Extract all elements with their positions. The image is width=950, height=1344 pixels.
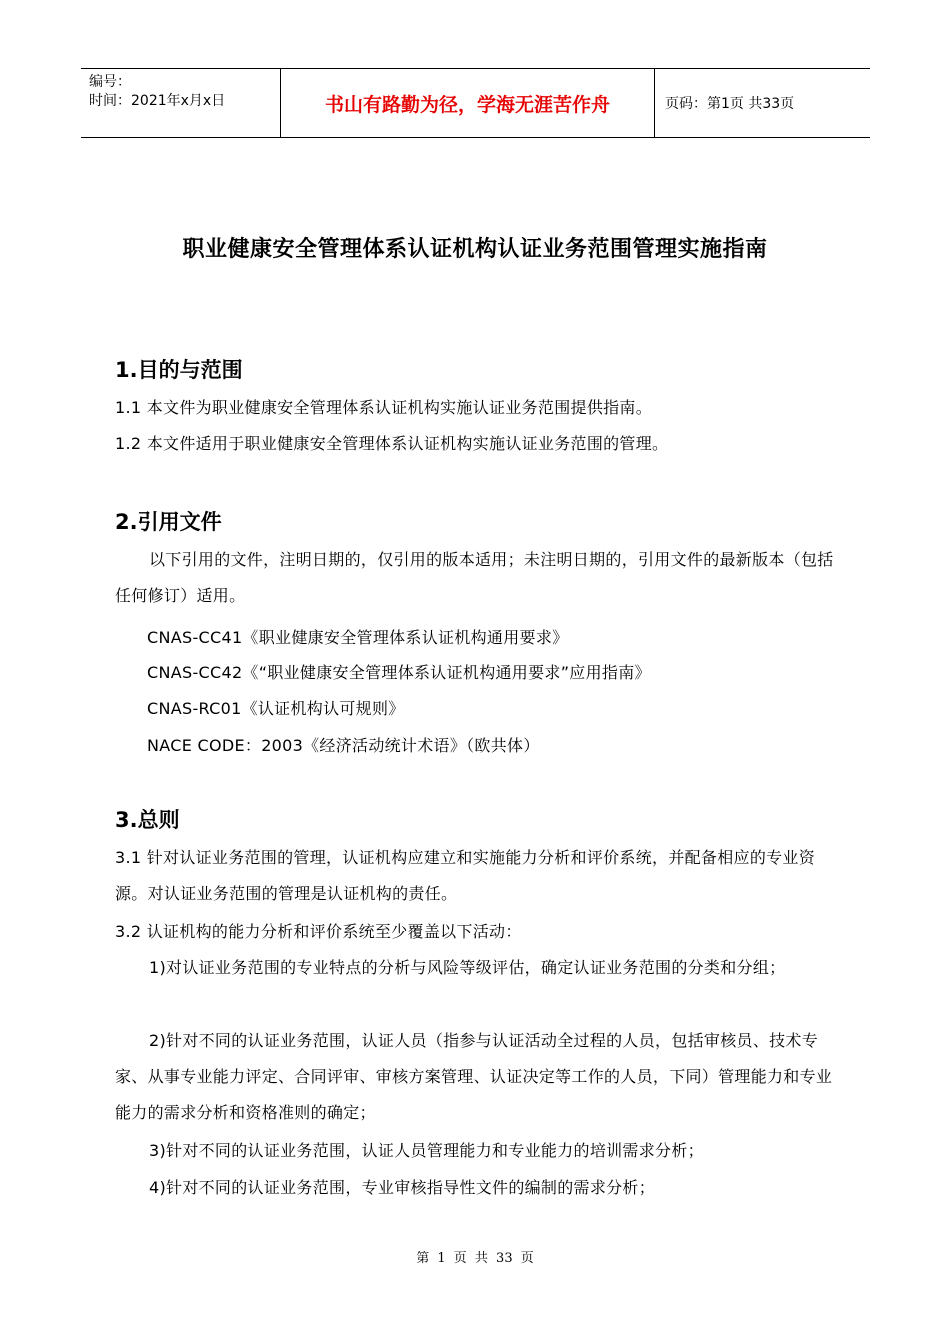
section-1-heading: 1.目的与范围 [115, 358, 243, 382]
list-item-text: 1)对认证业务范围的专业特点的分析与风险等级评估，确定认证业务范围的分类和分组； [149, 958, 786, 977]
section-2-heading: 2.引用文件 [115, 510, 222, 534]
header-motto: 书山有路勤为径，学海无涯苦作舟 [281, 69, 655, 137]
section-3-heading: 3.总则 [115, 808, 180, 832]
section-2-intro [115, 542, 837, 614]
list-item-text: 2)针对不同的认证业务范围，认证人员（指参与认证活动全过程的人员，包括审核员、技术专家、从事专业能力评定、合同评审、审核方案管理、认证决定等工作的人员，下同）管理能力和专业能力的需求分析和资格准则的确定； [115, 1031, 833, 1122]
list-item-text: 3)针对不同的认证业务范围，认证人员管理能力和专业能力的培训需求分析； [149, 1141, 704, 1160]
reference-item: CNAS-RC01《认证机构认可规则》 [147, 699, 405, 718]
list-item [115, 1170, 837, 1206]
list-item [115, 950, 837, 986]
section-3-paragraph-2: 3.2 认证机构的能力分析和评价系统至少覆盖以下活动： [115, 922, 522, 941]
document-header [81, 68, 870, 138]
document-date: 时间：2021年x月x日 [89, 93, 226, 109]
section-2-intro-text: 以下引用的文件，注明日期的，仅引用的版本适用；未注明日期的，引用文件的最新版本（包括任何修订）适用。 [115, 550, 834, 605]
list-item [115, 1023, 837, 1131]
section-3-paragraph-1: 3.1 针对认证业务范围的管理，认证机构应建立和实施能力分析和评价系统，并配备相应的专业资源。对认证业务范围的管理是认证机构的责任。 [115, 848, 816, 903]
header-page-info: 页码：第1页 共33页 [665, 96, 795, 112]
document-number-label: 编号： [89, 74, 131, 90]
document-title: 职业健康安全管理体系认证机构认证业务范围管理实施指南 [182, 237, 768, 262]
section-1-paragraph-1: 1.1 本文件为职业健康安全管理体系认证机构实施认证业务范围提供指南。 [115, 398, 653, 417]
list-item [115, 1133, 837, 1169]
list-item-text: 4)针对不同的认证业务范围，专业审核指导性文件的编制的需求分析； [149, 1178, 656, 1197]
reference-item: CNAS-CC42《“职业健康安全管理体系认证机构通用要求”应用指南》 [147, 663, 651, 682]
reference-item: CNAS-CC41《职业健康安全管理体系认证机构通用要求》 [147, 628, 569, 647]
header-meta [81, 69, 281, 137]
page-footer: 第 1 页 共 33 页 [416, 1251, 534, 1266]
section-1-paragraph-2: 1.2 本文件适用于职业健康安全管理体系认证机构实施认证业务范围的管理。 [115, 434, 669, 453]
reference-item: NACE CODE：2003《经济活动统计术语》（欧共体） [147, 736, 540, 755]
